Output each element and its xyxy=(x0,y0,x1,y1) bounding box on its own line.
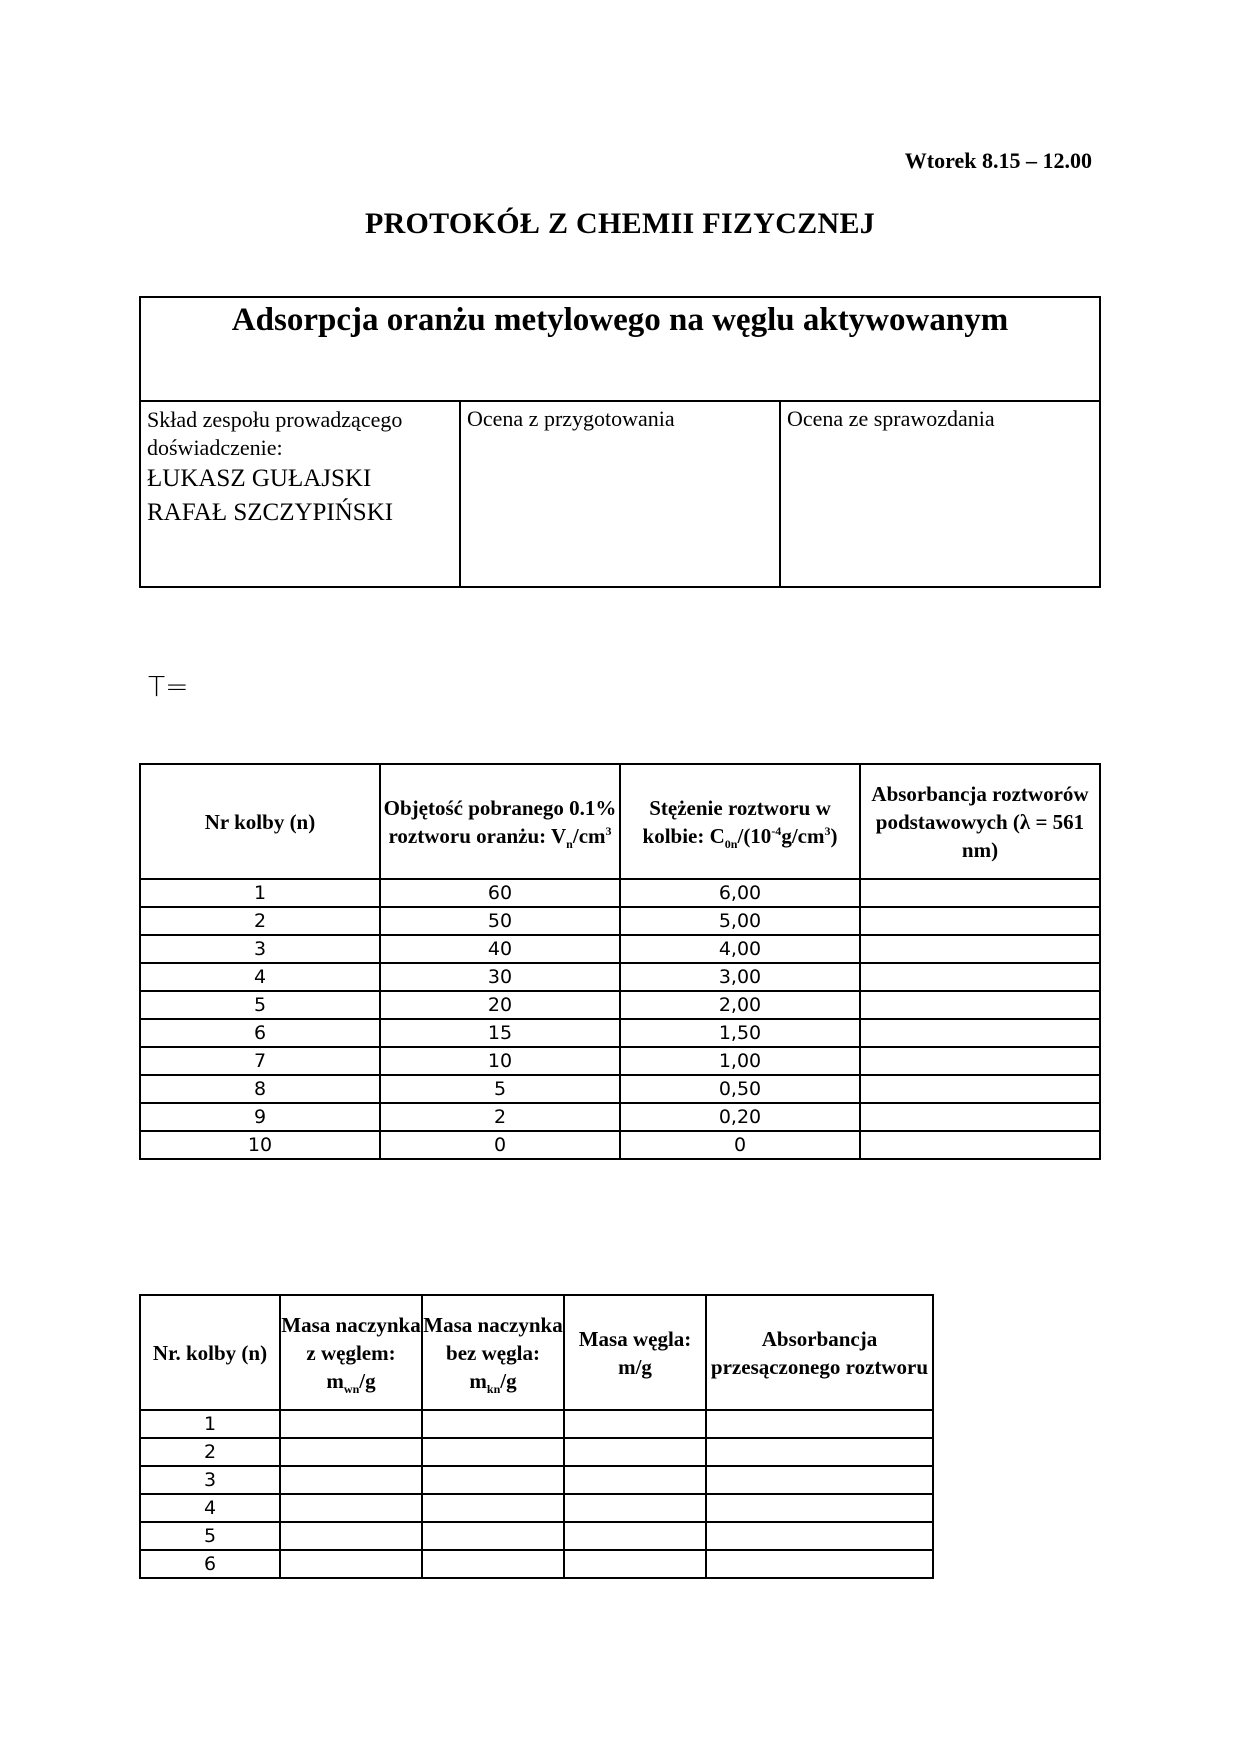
table-cell: 5 xyxy=(140,991,380,1019)
table-cell xyxy=(422,1466,564,1494)
table-cell: 20 xyxy=(380,991,620,1019)
table-cell xyxy=(280,1550,422,1578)
table-cell xyxy=(860,1047,1100,1075)
temperature-label: T= xyxy=(148,670,189,703)
table-cell: 4 xyxy=(140,1494,280,1522)
col-header-carbon-mass: Masa węgla: m/g xyxy=(564,1295,706,1410)
col-header-mass-with-carbon xyxy=(280,1295,422,1410)
table-row xyxy=(140,1494,933,1522)
table-cell xyxy=(860,1103,1100,1131)
table-cell xyxy=(422,1550,564,1578)
table-cell xyxy=(280,1494,422,1522)
table-cell: 5 xyxy=(140,1522,280,1550)
unit: /g xyxy=(500,1368,517,1393)
adsorption-table xyxy=(139,1294,934,1579)
table-cell xyxy=(860,879,1100,907)
table-cell xyxy=(280,1522,422,1550)
col-header-flask: Nr kolby (n) xyxy=(140,764,380,879)
table-row xyxy=(140,1522,933,1550)
col-header-volume xyxy=(380,764,620,879)
team-label: Skład zespołu prowadzącego doświadczenie: xyxy=(147,407,403,460)
table-row xyxy=(140,1019,1100,1047)
subscript: wn xyxy=(343,1381,360,1396)
subscript: 0n xyxy=(724,836,738,851)
table-cell xyxy=(564,1550,706,1578)
table-row xyxy=(140,1131,1100,1159)
table-cell xyxy=(860,1075,1100,1103)
subscript: n xyxy=(566,836,573,851)
experiment-header-box xyxy=(139,296,1101,588)
table-cell xyxy=(860,1131,1100,1159)
table-cell: 6 xyxy=(140,1550,280,1578)
superscript: 3 xyxy=(824,823,831,838)
col-header-concentration xyxy=(620,764,860,879)
unit: ) xyxy=(830,823,838,848)
table-cell xyxy=(706,1494,933,1522)
table-cell: 5,00 xyxy=(620,907,860,935)
col-header-filtrate-absorbance: Absorbancja przesączonego roztworu xyxy=(706,1295,933,1410)
table-cell xyxy=(860,1019,1100,1047)
date-line: Wtorek 8.15 – 12.00 xyxy=(904,148,1092,173)
table-cell: 10 xyxy=(140,1131,380,1159)
table-row xyxy=(140,1047,1100,1075)
table-cell: 40 xyxy=(380,935,620,963)
table-cell: 4,00 xyxy=(620,935,860,963)
table-row xyxy=(140,991,1100,1019)
table-cell: 2 xyxy=(140,907,380,935)
table-cell xyxy=(564,1466,706,1494)
unit: /g xyxy=(359,1368,376,1393)
table-cell xyxy=(564,1438,706,1466)
table-cell: 0 xyxy=(380,1131,620,1159)
subscript: kn xyxy=(486,1381,501,1396)
table-header-row xyxy=(140,1295,933,1410)
table-cell: 50 xyxy=(380,907,620,935)
col-header-text: Masa naczynka bez węgla: m xyxy=(423,1312,563,1393)
unit: /(10 xyxy=(737,823,772,848)
col-header-volume-text: Objętość pobranego 0.1% roztworu oranżu: V xyxy=(383,795,617,848)
team-cell xyxy=(140,401,460,587)
table-cell: 1 xyxy=(140,1410,280,1438)
table-cell: 60 xyxy=(380,879,620,907)
table-cell xyxy=(422,1438,564,1466)
table-cell xyxy=(564,1522,706,1550)
col-header-concentration-text: Stężenie roztworu w kolbie: C xyxy=(642,795,831,848)
table-cell: 3,00 xyxy=(620,963,860,991)
table-row xyxy=(140,1438,933,1466)
prep-grade-cell: Ocena z przygotowania xyxy=(460,401,780,587)
report-grade-cell: Ocena ze sprawozdania xyxy=(780,401,1100,587)
col-header-mass-without-carbon xyxy=(422,1295,564,1410)
col-header-text: Masa naczynka z węglem: m xyxy=(281,1312,421,1393)
table-cell xyxy=(280,1410,422,1438)
table-cell: 9 xyxy=(140,1103,380,1131)
experiment-title: Adsorpcja oranżu metylowego na węglu aktywowanym xyxy=(140,297,1100,401)
table-cell: 1,50 xyxy=(620,1019,860,1047)
page-title: PROTOKÓŁ Z CHEMII FIZYCZNEJ xyxy=(364,207,876,240)
table-cell xyxy=(280,1466,422,1494)
table-cell: 2 xyxy=(140,1438,280,1466)
table-cell: 8 xyxy=(140,1075,380,1103)
table-row xyxy=(140,963,1100,991)
table-cell xyxy=(564,1494,706,1522)
table-cell: 1 xyxy=(140,879,380,907)
col-header-flask: Nr. kolby (n) xyxy=(140,1295,280,1410)
superscript: -4 xyxy=(771,823,782,838)
table-row xyxy=(140,879,1100,907)
table-cell: 1,00 xyxy=(620,1047,860,1075)
table-row xyxy=(140,1103,1100,1131)
table-row xyxy=(140,1466,933,1494)
table-cell xyxy=(564,1410,706,1438)
stock-solutions-table xyxy=(139,763,1101,1160)
unit: g/cm xyxy=(781,823,825,848)
table-cell: 3 xyxy=(140,1466,280,1494)
superscript: 3 xyxy=(605,823,612,838)
table-cell: 0,50 xyxy=(620,1075,860,1103)
table-cell: 10 xyxy=(380,1047,620,1075)
table-row xyxy=(140,1410,933,1438)
table-cell xyxy=(860,991,1100,1019)
table-cell: 2 xyxy=(380,1103,620,1131)
table-cell: 0 xyxy=(620,1131,860,1159)
unit: /cm xyxy=(572,823,606,848)
table-cell: 0,20 xyxy=(620,1103,860,1131)
table-cell xyxy=(860,907,1100,935)
table-cell: 5 xyxy=(380,1075,620,1103)
table-cell xyxy=(706,1550,933,1578)
table-cell xyxy=(280,1438,422,1466)
table-cell: 2,00 xyxy=(620,991,860,1019)
table-cell: 6 xyxy=(140,1019,380,1047)
table-cell: 6,00 xyxy=(620,879,860,907)
table-row xyxy=(140,907,1100,935)
table-cell xyxy=(706,1522,933,1550)
table-cell xyxy=(860,963,1100,991)
table-cell xyxy=(422,1410,564,1438)
table-cell xyxy=(860,935,1100,963)
table-row xyxy=(140,1075,1100,1103)
table-cell xyxy=(422,1522,564,1550)
table-row xyxy=(140,1550,933,1578)
team-member: ŁUKASZ GUŁAJSKI xyxy=(147,465,372,492)
table-cell xyxy=(422,1494,564,1522)
table-cell: 3 xyxy=(140,935,380,963)
table-cell: 30 xyxy=(380,963,620,991)
table-cell: 7 xyxy=(140,1047,380,1075)
team-member: RAFAŁ SZCZYPIŃSKI xyxy=(147,499,394,526)
table-row xyxy=(140,935,1100,963)
table-cell xyxy=(706,1410,933,1438)
table-cell xyxy=(706,1438,933,1466)
table-cell: 4 xyxy=(140,963,380,991)
table-cell: 15 xyxy=(380,1019,620,1047)
table-header-row xyxy=(140,764,1100,879)
col-header-absorbance: Absorbancja roztworów podstawowych (λ = 561 nm) xyxy=(860,764,1100,879)
table-cell xyxy=(706,1466,933,1494)
